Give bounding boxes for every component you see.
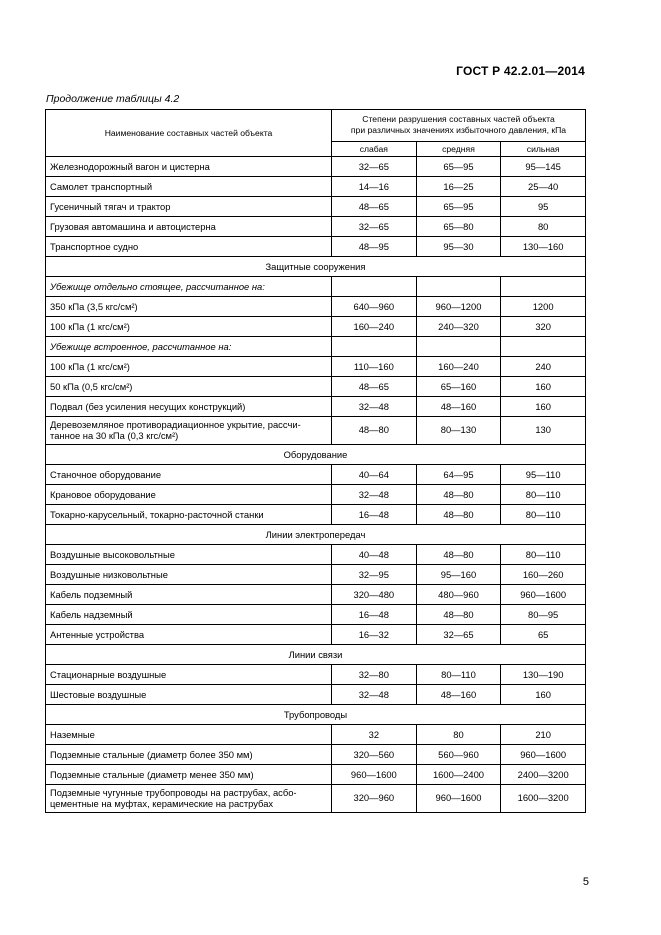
weak-value: 40—64 (332, 465, 417, 485)
strong-value: 160 (501, 685, 586, 705)
medium-value: 80—130 (416, 417, 501, 445)
section-title: Линии электропередач (46, 525, 586, 545)
weak-value: 32—48 (332, 485, 417, 505)
object-name-line1: Деревоземляное противорадиационное укрытие, рассчи- (50, 419, 301, 430)
weak-value: 32—65 (332, 157, 417, 177)
medium-value: 1600—2400 (416, 765, 501, 785)
weak-value: 16—48 (332, 505, 417, 525)
object-name-cell: Железнодорожный вагон и цистерна (46, 157, 332, 177)
medium-value: 960—1200 (416, 297, 501, 317)
object-name-cell: Воздушные высоковольтные (46, 545, 332, 565)
subheading-cell: Убежище встроенное, рассчитанное на: (46, 337, 332, 357)
strong-value: 160 (501, 377, 586, 397)
medium-value: 65—95 (416, 157, 501, 177)
strong-value: 80—110 (501, 545, 586, 565)
section-title: Трубопроводы (46, 705, 586, 725)
object-name-cell: 100 кПа (1 кгс/см²) (46, 357, 332, 377)
strong-value: 960—1600 (501, 585, 586, 605)
strong-value: 160—260 (501, 565, 586, 585)
object-name-cell: Наземные (46, 725, 332, 745)
medium-value: 65—160 (416, 377, 501, 397)
strong-value: 80—110 (501, 485, 586, 505)
table-row (46, 725, 586, 745)
empty-cell (416, 337, 501, 357)
weak-value: 320—560 (332, 745, 417, 765)
strong-value: 240 (501, 357, 586, 377)
medium-value: 480—960 (416, 585, 501, 605)
medium-value: 160—240 (416, 357, 501, 377)
medium-value: 64—95 (416, 465, 501, 485)
medium-value: 48—160 (416, 397, 501, 417)
column-header-medium: средняя (416, 141, 501, 156)
subheading-row (46, 337, 586, 357)
table-row (46, 665, 586, 685)
object-name-cell: Подвал (без усиления несущих конструкций) (46, 397, 332, 417)
weak-value: 48—95 (332, 237, 417, 257)
strong-value: 130 (501, 417, 586, 445)
medium-value: 80—110 (416, 665, 501, 685)
strong-value: 80—95 (501, 605, 586, 625)
medium-value: 960—1600 (416, 785, 501, 813)
weak-value: 320—480 (332, 585, 417, 605)
object-name-cell: Шестовые воздушные (46, 685, 332, 705)
weak-value: 32—48 (332, 685, 417, 705)
object-name-cell (46, 785, 332, 813)
object-name-cell: Гусеничный тягач и трактор (46, 197, 332, 217)
weak-value: 16—48 (332, 605, 417, 625)
medium-value: 48—80 (416, 605, 501, 625)
object-name-line2: танное на 30 кПа (0,3 кгс/см²) (50, 429, 179, 441)
table-caption: Продолжение таблицы 4.2 (46, 93, 180, 105)
table-row (46, 217, 586, 237)
strong-value: 95—110 (501, 465, 586, 485)
table-row (46, 397, 586, 417)
object-name-cell: Подземные стальные (диаметр менее 350 мм) (46, 765, 332, 785)
object-name-cell (46, 417, 332, 445)
strong-value: 1200 (501, 297, 586, 317)
destruction-table (45, 109, 586, 813)
table-row (46, 297, 586, 317)
strong-value: 95—145 (501, 157, 586, 177)
medium-value: 48—80 (416, 485, 501, 505)
strong-value: 160 (501, 397, 586, 417)
table-row (46, 177, 586, 197)
strong-value: 80 (501, 217, 586, 237)
table-row (46, 765, 586, 785)
table-row (46, 157, 586, 177)
strong-value: 960—1600 (501, 745, 586, 765)
section-row (46, 525, 586, 545)
weak-value: 48—65 (332, 377, 417, 397)
medium-value: 65—95 (416, 197, 501, 217)
weak-value: 160—240 (332, 317, 417, 337)
empty-cell (501, 337, 586, 357)
table-row (46, 485, 586, 505)
empty-cell (501, 277, 586, 297)
table-row (46, 585, 586, 605)
document-standard-header: ГОСТ Р 42.2.01—2014 (456, 64, 585, 78)
medium-value: 65—80 (416, 217, 501, 237)
medium-value: 95—160 (416, 565, 501, 585)
table-row (46, 357, 586, 377)
column-header-group (332, 110, 586, 142)
table-row (46, 565, 586, 585)
table-body (46, 157, 586, 813)
object-name-cell: Самолет транспортный (46, 177, 332, 197)
weak-value: 960—1600 (332, 765, 417, 785)
medium-value: 95—30 (416, 237, 501, 257)
object-name-cell: 50 кПа (0,5 кгс/см²) (46, 377, 332, 397)
object-name-cell: Транспортное судно (46, 237, 332, 257)
strong-value: 130—160 (501, 237, 586, 257)
strong-value: 25—40 (501, 177, 586, 197)
strong-value: 320 (501, 317, 586, 337)
subheading-cell: Убежище отдельно стоящее, рассчитанное на: (46, 277, 332, 297)
weak-value: 32—80 (332, 665, 417, 685)
column-header-weak: слабая (332, 141, 417, 156)
table-row (46, 685, 586, 705)
medium-value: 48—80 (416, 545, 501, 565)
weak-value: 32—95 (332, 565, 417, 585)
weak-value: 32 (332, 725, 417, 745)
medium-value: 32—65 (416, 625, 501, 645)
strong-value: 65 (501, 625, 586, 645)
object-name-cell: Грузовая автомашина и автоцистерна (46, 217, 332, 237)
medium-value: 48—80 (416, 505, 501, 525)
object-name-line1: Подземные чугунные трубопроводы на раструбах, асбо- (50, 787, 297, 798)
object-name-cell: Стационарные воздушные (46, 665, 332, 685)
strong-value: 80—110 (501, 505, 586, 525)
strong-value: 1600—3200 (501, 785, 586, 813)
section-title: Оборудование (46, 445, 586, 465)
section-row (46, 645, 586, 665)
object-name-cell: 350 кПа (3,5 кгс/см²) (46, 297, 332, 317)
object-name-cell: Токарно-карусельный, токарно-расточной станки (46, 505, 332, 525)
section-row (46, 257, 586, 277)
table-row (46, 625, 586, 645)
table-row (46, 197, 586, 217)
table-row (46, 465, 586, 485)
medium-value: 560—960 (416, 745, 501, 765)
object-name-cell: Станочное оборудование (46, 465, 332, 485)
table-row (46, 417, 586, 445)
table-row (46, 785, 586, 813)
object-name-cell: Кабель надземный (46, 605, 332, 625)
table-row (46, 545, 586, 565)
column-header-strong: сильная (501, 141, 586, 156)
table-row (46, 237, 586, 257)
object-name-line2: цементные на муфтах, керамические на раструбах (50, 797, 274, 809)
column-header-name: Наименование составных частей объекта (46, 110, 332, 157)
weak-value: 16—32 (332, 625, 417, 645)
weak-value: 48—65 (332, 197, 417, 217)
weak-value: 110—160 (332, 357, 417, 377)
empty-cell (332, 337, 417, 357)
table-row (46, 317, 586, 337)
weak-value: 32—48 (332, 397, 417, 417)
empty-cell (416, 277, 501, 297)
medium-value: 16—25 (416, 177, 501, 197)
strong-value: 2400—3200 (501, 765, 586, 785)
weak-value: 640—960 (332, 297, 417, 317)
object-name-cell: 100 кПа (1 кгс/см²) (46, 317, 332, 337)
medium-value: 80 (416, 725, 501, 745)
column-header-group-line1: Степени разрушения составных частей объекта (362, 114, 555, 125)
strong-value: 210 (501, 725, 586, 745)
page-number: 5 (582, 876, 589, 888)
weak-value: 48—80 (332, 417, 417, 445)
object-name-cell: Кабель подземный (46, 585, 332, 605)
table-row (46, 377, 586, 397)
section-title: Линии связи (46, 645, 586, 665)
object-name-cell: Воздушные низковольтные (46, 565, 332, 585)
weak-value: 40—48 (332, 545, 417, 565)
weak-value: 14—16 (332, 177, 417, 197)
table-row (46, 605, 586, 625)
medium-value: 48—160 (416, 685, 501, 705)
table-row (46, 505, 586, 525)
strong-value: 130—190 (501, 665, 586, 685)
object-name-cell: Крановое оборудование (46, 485, 332, 505)
column-header-group-line2: при различных значениях избыточного давления, кПа (350, 125, 567, 136)
medium-value: 240—320 (416, 317, 501, 337)
object-name-cell: Подземные стальные (диаметр более 350 мм) (46, 745, 332, 765)
subheading-row (46, 277, 586, 297)
weak-value: 320—960 (332, 785, 417, 813)
empty-cell (332, 277, 417, 297)
table-row (46, 745, 586, 765)
section-row (46, 705, 586, 725)
weak-value: 32—65 (332, 217, 417, 237)
strong-value: 95 (501, 197, 586, 217)
object-name-cell: Антенные устройства (46, 625, 332, 645)
section-title: Защитные сооружения (46, 257, 586, 277)
section-row (46, 445, 586, 465)
